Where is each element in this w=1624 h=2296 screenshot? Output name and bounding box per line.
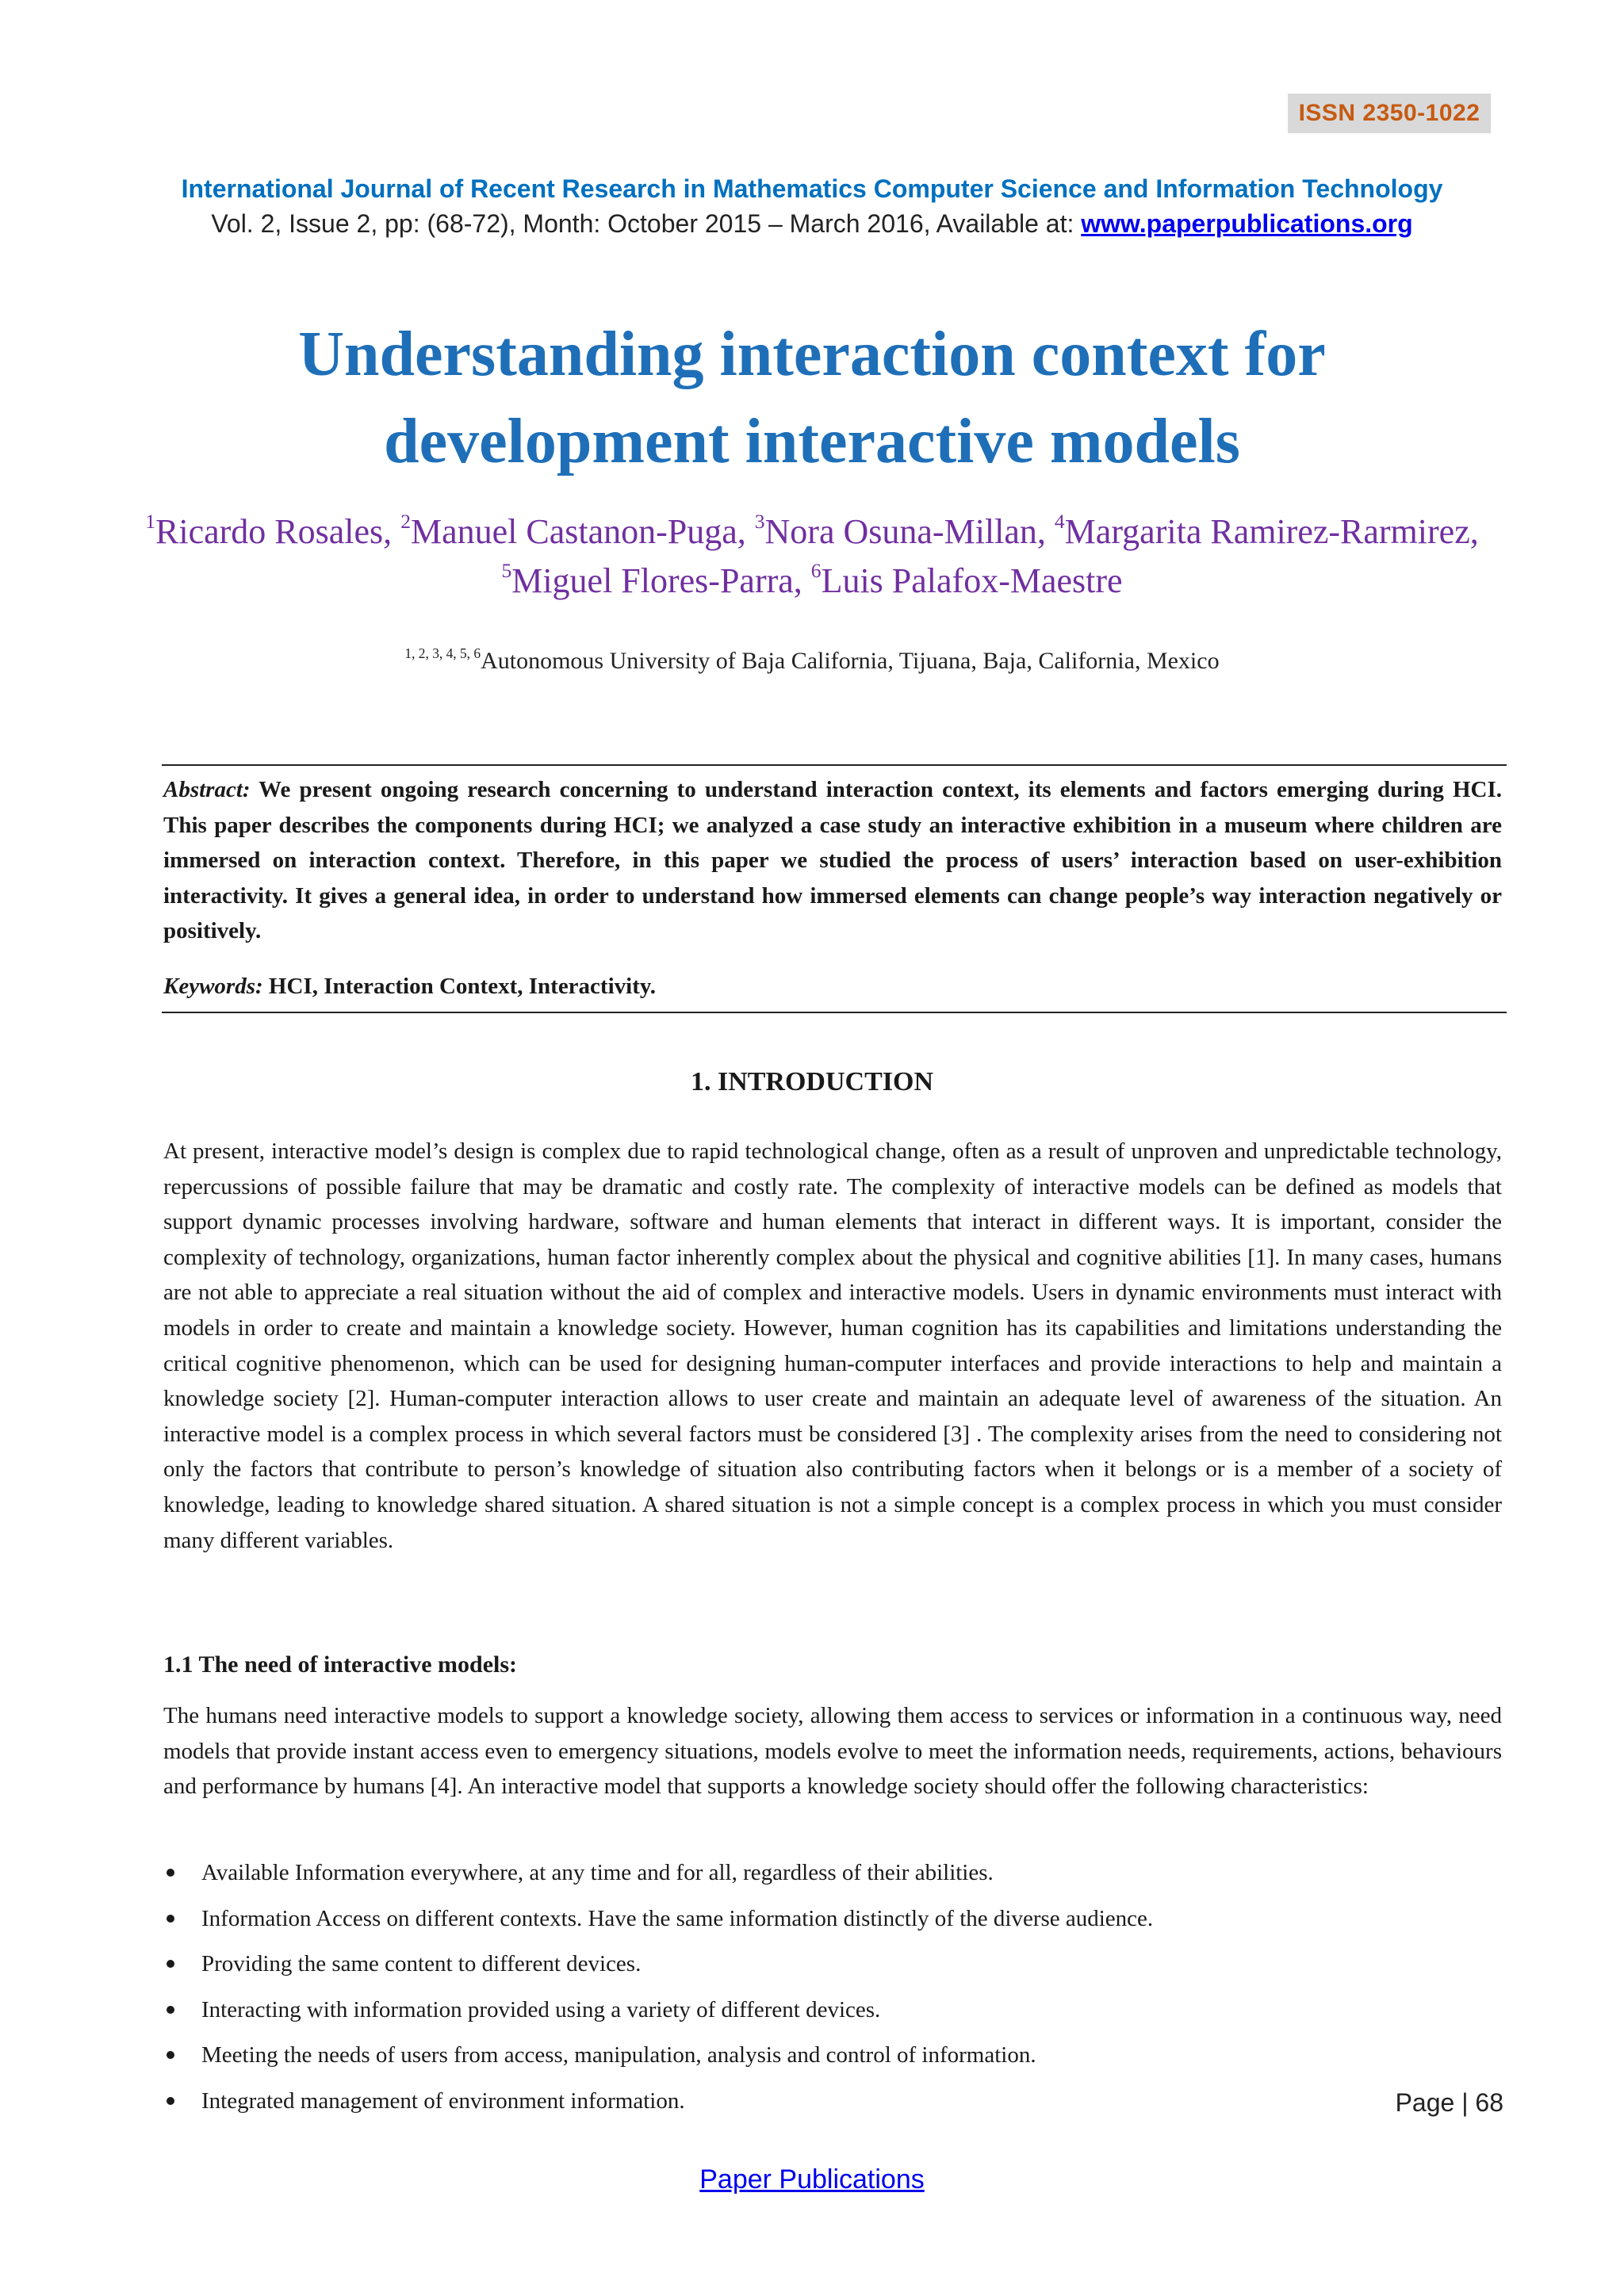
volume-info: Vol. 2, Issue 2, pp: (68-72), Month: October 2015 – March 2016, Available at: [211, 209, 1082, 238]
abstract-label: Abstract: [163, 777, 251, 802]
author-name: Miguel Flores-Parra, [511, 561, 811, 600]
page-number: Page | 68 [1395, 2088, 1503, 2117]
list-item-text: Information Access on different contexts. Have the same information distinctly of the diverse audience. [201, 1905, 1154, 1931]
characteristics-list [163, 1855, 1502, 2130]
paper-title [95, 311, 1529, 485]
publisher-link[interactable]: Paper Publications [699, 2164, 925, 2195]
list-item-text: Integrated management of environment information. [201, 2087, 685, 2114]
list-item [163, 2084, 1502, 2118]
journal-name: International Journal of Recent Research in Mathematics Computer Science and Information Technology [181, 174, 1443, 203]
author-name: Manuel Castanon-Puga, [410, 512, 755, 551]
volume-line [95, 206, 1529, 241]
author-number: 4 [1054, 509, 1065, 533]
author-name: Ricardo Rosales, [155, 512, 401, 551]
bullet-icon [167, 1960, 174, 1968]
author-name: Nora Osuna-Millan, [764, 512, 1055, 551]
subsection-heading: 1.1 The need of interactive models: [163, 1651, 518, 1678]
title-line-2: development interactive models [384, 407, 1240, 476]
affiliation [95, 644, 1529, 679]
author-number: 6 [810, 558, 822, 582]
abstract [163, 772, 1502, 949]
bullet-icon [167, 2051, 174, 2059]
list-item [163, 1946, 1502, 1981]
list-item-text: Providing the same content to different devices. [201, 1951, 642, 1977]
bullet-icon [167, 1869, 174, 1877]
keywords-label: Keywords: [163, 974, 263, 999]
list-item [163, 2038, 1502, 2072]
author-name: Margarita Ramirez-Rarmirez, [1064, 512, 1479, 551]
website-link[interactable]: www.paperpublications.org [1081, 209, 1413, 238]
list-item-text: Meeting the needs of users from access, manipulation, analysis and control of information. [201, 2042, 1036, 2068]
introduction-paragraph: At present, interactive model’s design is complex due to rapid technological change, often as a result of unproven and unpredictable technology, repercussions of possible failure that may be dramatic and costly rate. The complexity of interactive models can be defined as models that support dynamic processes involving hardware, software and human elements that interact in different ways. It is important, consider the complexity of technology, organizations, human factor inherently complex about the physical and cognitive abilities [1]. In many cases, humans are not able to appreciate a real situation without the aid of complex and interactive models. Users in dynamic environments must interact with models in order to create and maintain a knowledge society. However, human cognition has its capabilities and limitations understanding the critical cognitive phenomenon, which can be used for designing human-computer interfaces and provide interactions to help and maintain a knowledge society [2]. Human-computer interaction allows to user create and maintain an adequate level of awareness of the situation. An interactive model is a complex process in which several factors must be considered [3] . The complexity arises from the need to considering not only the factors that contribute to person’s knowledge of situation also contributing factors when it belongs or is a member of a society of knowledge, leading to knowledge shared situation. A shared situation is not a simple concept is a complex process in which you must consider many different variables. [163, 1138, 1502, 1553]
subsection-paragraph: The humans need interactive models to support a knowledge society, allowing them access to services or information in a continuous way, need models that provide instant access even to emergency situations, models evolve to meet the information needs, requirements, actions, behaviours and performance by humans [4]. An interactive model that supports a knowledge society should offer the following characteristics: [163, 1703, 1502, 1800]
list-item-text: Available Information everywhere, at any time and for all, regardless of their abilities. [201, 1860, 994, 1885]
bullet-icon [167, 2097, 174, 2105]
author-number: 1 [145, 509, 156, 533]
author-number: 5 [501, 558, 512, 582]
author-number: 2 [400, 509, 411, 533]
keywords [163, 969, 1502, 1004]
list-item [163, 1992, 1502, 2027]
list-item-text: Interacting with information provided using a variety of different devices. [201, 1996, 881, 2022]
abstract-text: We present ongoing research concerning to understand interaction context, its elements and factors emerging during HCI. This paper describes the components during HCI; we analyzed a case study an interactive exhibition in a museum where children are immersed on interaction context. Therefore, in this paper we studied the process of users’ interaction based on user-exhibition interactivity. It gives a general idea, in order to understand how immersed elements can change people’s way interaction negatively or positively. [163, 777, 1502, 943]
list-item [163, 1855, 1502, 1890]
bullet-icon [167, 1915, 174, 1923]
author-list [127, 507, 1497, 606]
abstract-bottom-rule [162, 1012, 1507, 1013]
issn-badge: ISSN 2350-1022 [1288, 94, 1491, 133]
affiliation-numbers: 1, 2, 3, 4, 5, 6 [404, 645, 481, 661]
keywords-text: HCI, Interaction Context, Interactivity. [262, 974, 657, 999]
section-heading-introduction: 1. INTRODUCTION [690, 1067, 934, 1096]
bullet-icon [167, 2006, 174, 2014]
title-line-1: Understanding interaction context for [298, 320, 1326, 389]
abstract-top-rule [162, 764, 1507, 766]
list-item [163, 1901, 1502, 1936]
author-number: 3 [754, 509, 765, 533]
footer [95, 2161, 1529, 2198]
author-name: Luis Palafox-Maestre [821, 561, 1123, 600]
affiliation-text: Autonomous University of Baja California, Tijuana, Baja, California, Mexico [481, 648, 1220, 674]
